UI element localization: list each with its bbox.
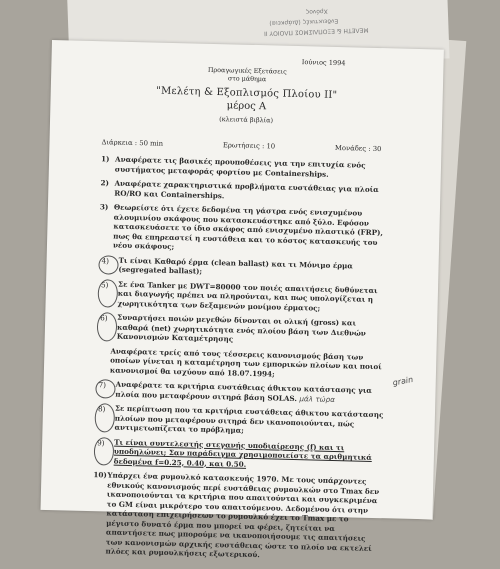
question-3 [99,202,390,257]
question-6b [96,346,387,382]
question-number-circled: 8) [94,403,115,432]
question-2 [100,178,390,204]
question-text: Αναφέρατε τα κριτήρια ευστάθειας άθικτου κατάστασης για πλοία που μεταφέρουν σιτηρά βάση SOLAS. [115,379,373,403]
question-number: 10) [93,470,107,480]
question-text: Θεωρείστε ότι έχετε δεδομένα τη γάστρα ενός ενισχυμένου αλουμινίου σκάφους που κατασκευάστηκε από ξύλο. Εφόσον κατασκευάσετε το ίδιο σκάφος από ενισχυμένο πλαστικό (FRP), πως θα επηρεαστεί η ευστάθεια και το κόστος κατασκευής του νέου σκάφους; [112,202,384,252]
questions-count: Ερωτήσεις : 10 [222,141,276,151]
question-text: Υπάρχει ένα ρυμουλκό κατασκευής 1970. Με τους υπάρχοντες εθνικούς κανονισμούς περί ευστάθειας ρυμουλκών στο Tmax δεν ικανοποιούνται τα κριτήρια που απαιτούνται και συγκεκριμένα το GM είναι μικρότερο του απαιτούμενου. Δεδομένου ότι στην κατάσταση επιχειρήσεων το ρυμουλκό έχει το Tmax με το μέγιστο δυνατό έρμα που μπορεί να φέρει, ζητείται να απαντήσετε πως μπορούμε να ικανοποιήσουμε τις απαιτήσεις των κανονισμών αρχικής ευστάθειας ώστε το πλοίο να εκτελεί πλόες και ρυμουλκήσεις εξωτερικού. [105,470,380,560]
exam-date: Ιούνιος 1994 [301,58,346,68]
question-number-circled: 5) [97,279,118,308]
question-number: 2) [100,178,110,188]
question-8 [94,403,385,439]
question-number [96,346,111,375]
exam-sheet [41,40,444,560]
program-line-1: Προαγωγικές Εξετάσεις [207,65,287,76]
exam-meta [101,138,381,154]
question-number-circled: 9) [94,437,115,466]
question-number-circled: 6) [97,312,118,341]
question-number-circled: 7) [95,379,115,398]
question-4 [98,255,388,281]
exam-part: μέρος Α [226,100,267,113]
question-number: 1) [101,154,110,164]
duration: Διάρκεια : 50 min [101,138,164,148]
question-9 [94,437,385,473]
question-6 [97,312,388,348]
question-text: Σε περίπτωση που τα κριτήρια ευστάθειας άθικτου κατάστασης πλοίων που μεταφέρουν σιτηρά δεν ικανοποιούνται, πώς αντιμετωπίζεται το πρόβλημα; [114,403,384,435]
handwritten-side-note: μάλ τώρα [299,393,336,404]
question-text: Τι είναι Καθαρό έρμα (clean ballast) και τι Μόνιμο έρμα (segregated ballast); [118,255,353,276]
question-7 [95,379,385,405]
question-text: Αναφέρατε τις βασικές προυποθέσεις για την επιτυχία ενός συστήματος μεταφοράς φορτίου με Containerships. [114,154,366,179]
question-text: Συναρτήσει ποιών μεγεθών δίνονται οι ολική (gross) και καθαρά (net) χωρητικότητα ενός πλοίου βάση των Διεθνών Κανονισμών Καταμέτρησης [116,312,366,344]
course-title: "Μελέτη & Εξοπλισμός Πλοίου ΙΙ" [156,85,338,101]
question-text: Αναφέρατε χαρακτηριστικά προβλήματα ευστάθειας για πλοία RO/RO και Containerships. [114,178,379,200]
question-text: Τι είναι συντελεστής στεγανής υποδιαίρεσης (f) και τι υποδηλώνει; Σαν παράδειγμα χρησιμοποιείστε τα αριθμητικά δεδομένα f=0.25, 0.40, και 0.50. [113,437,372,469]
ghost-text-2: Ενδεικτικές (Διάρκεια) [269,17,339,27]
closed-books-note: (κλειστά βιβλία) [219,115,274,125]
question-text: Σε ένα Tanker με DWT=80000 τον ποιές απαιτήσεις δυθύνεται και διαγωγής πρέπει να πληρούνται, και πως υπολογίζεται η χωρητικότητα των δεξαμενών μονίμου έρματος; [117,279,378,313]
program-line-2: στο μάθημα [227,74,267,84]
handwritten-margin-note: grain [392,374,415,388]
units: Μονάδες : 30 [334,143,382,154]
question-text: Αναφέρατε τρείς από τους τέσσερεις κανονισμούς βάση των οποίων γίνεται η καταμέτρηση των εμπορικών πλοίων και ποιοί κανονισμοί θα ισχύουν από 18.07.1994; [109,346,382,379]
ghost-text-1: ΜΕΛΕΤΗ & ΕΞΟΠΛΙΣΜΟΣ ΠΛΟΙΟΥ ΙΙ [263,26,369,37]
question-number: 3) [99,202,109,212]
question-list [91,154,391,567]
question-number-circled: 4) [98,255,118,274]
question-1 [101,154,391,180]
ghost-text-3: Χρόνος [305,7,328,16]
question-10 [91,470,383,563]
exam-header [50,62,443,129]
question-5 [97,279,388,315]
